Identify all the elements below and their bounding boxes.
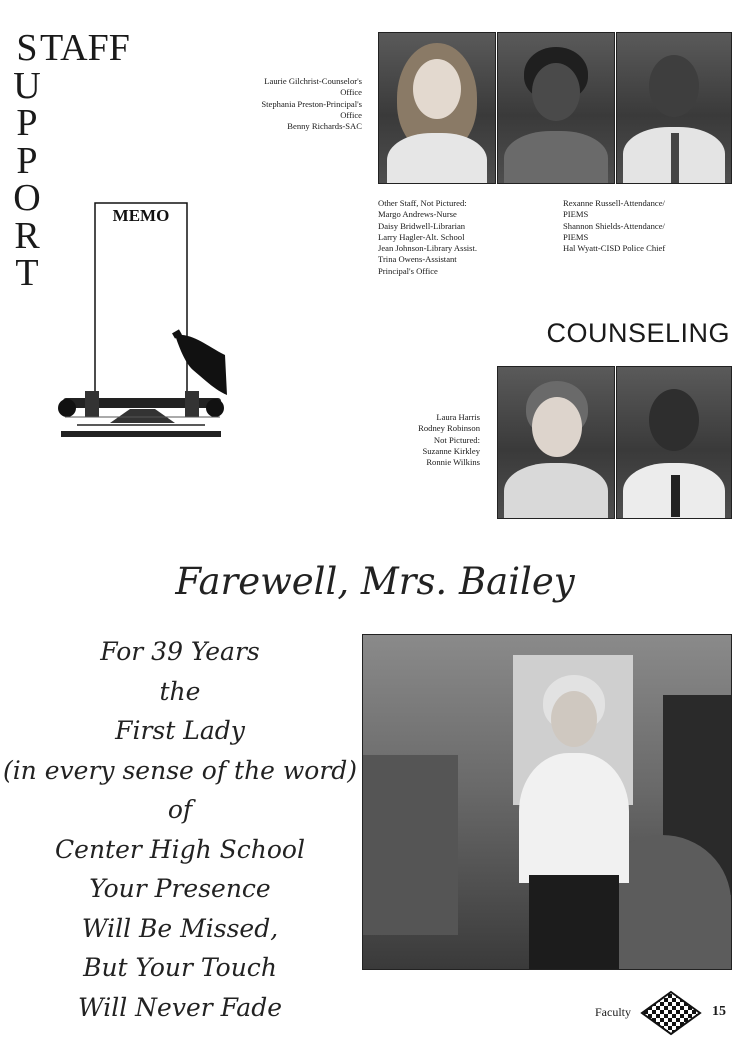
list-item: Other Staff, Not Pictured:	[378, 198, 467, 208]
caption-line: Suzanne Kirkley	[422, 445, 480, 456]
list-item: Margo Andrews-Nurse	[378, 209, 457, 220]
caption-line: Benny Richards-SAC	[287, 121, 362, 132]
poem-line: Your Presence	[89, 874, 271, 903]
poem-line: Will Never Fade	[77, 992, 283, 1022]
typewriter-memo-illustration	[55, 195, 235, 445]
list-item: Trina Owens-Assistant	[378, 254, 457, 265]
caption-line: Office	[340, 87, 362, 98]
poem-line: (in every sense of the word)	[2, 755, 358, 785]
list-item: Hal Wyatt-CISD Police Chief	[563, 243, 666, 254]
poem-line: of	[167, 795, 193, 824]
list-item: Principal's Office	[378, 265, 438, 276]
counseling-title: COUNSELING	[546, 318, 730, 348]
poem-line: the	[159, 676, 201, 706]
memo-label: MEMO	[112, 206, 170, 225]
list-item: Jean Johnson-Library Assist.	[378, 243, 478, 254]
photo-rodney-robinson	[616, 366, 732, 519]
caption-line: Rodney Robinson	[418, 423, 480, 434]
list-item: Larry Hagler-Alt. School	[378, 231, 465, 242]
poem-line: Center High School	[55, 834, 305, 864]
poem-line: But Your Touch	[83, 953, 277, 982]
poem-line: For 39 Years	[100, 637, 260, 666]
support-letter: P	[16, 102, 38, 144]
photo-mrs-bailey	[362, 634, 732, 970]
footer-section-label: Faculty	[595, 1005, 631, 1019]
not-pictured-list-left	[378, 198, 558, 277]
list-item: Shannon Shields-Attendance/	[563, 220, 665, 231]
support-vertical-title	[12, 27, 42, 294]
caption-line: Stephania Preston-Principal's	[261, 98, 362, 109]
support-letter: U	[13, 64, 41, 107]
counseling-captions	[320, 412, 480, 468]
caption-line: Laurie Gilchrist-Counselor's	[264, 76, 362, 86]
poem-line: First Lady	[115, 716, 245, 745]
caption-line: Office	[340, 109, 362, 120]
staff-captions	[190, 76, 362, 132]
page-number: 15	[712, 1004, 726, 1019]
caption-line: Ronnie Wilkins	[426, 457, 480, 468]
support-letter: P	[16, 139, 38, 182]
list-item: PIEMS	[563, 209, 589, 220]
farewell-title: Farewell, Mrs. Bailey	[175, 560, 575, 603]
support-letter: S	[16, 27, 38, 69]
staff-title: TAFF	[40, 27, 130, 69]
caption-line: Laura Harris	[436, 412, 480, 422]
support-letter: T	[15, 252, 39, 294]
farewell-poem	[2, 632, 358, 1027]
not-pictured-list-right	[563, 198, 733, 254]
checkered-diamond-icon	[640, 990, 702, 1036]
photo-laurie-gilchrist	[378, 32, 496, 184]
photo-benny-richards	[616, 32, 732, 184]
support-letter: R	[14, 214, 40, 257]
caption-line: Not Pictured:	[433, 434, 480, 445]
list-item: Rexanne Russell-Attendance/	[563, 198, 665, 208]
photo-stephania-preston	[497, 32, 615, 184]
support-letter: O	[13, 177, 41, 219]
photo-laura-harris	[497, 366, 615, 519]
list-item: Daisy Bridwell-Librarian	[378, 220, 466, 231]
list-item: PIEMS	[563, 231, 589, 242]
poem-line: Will Be Missed,	[81, 913, 279, 943]
